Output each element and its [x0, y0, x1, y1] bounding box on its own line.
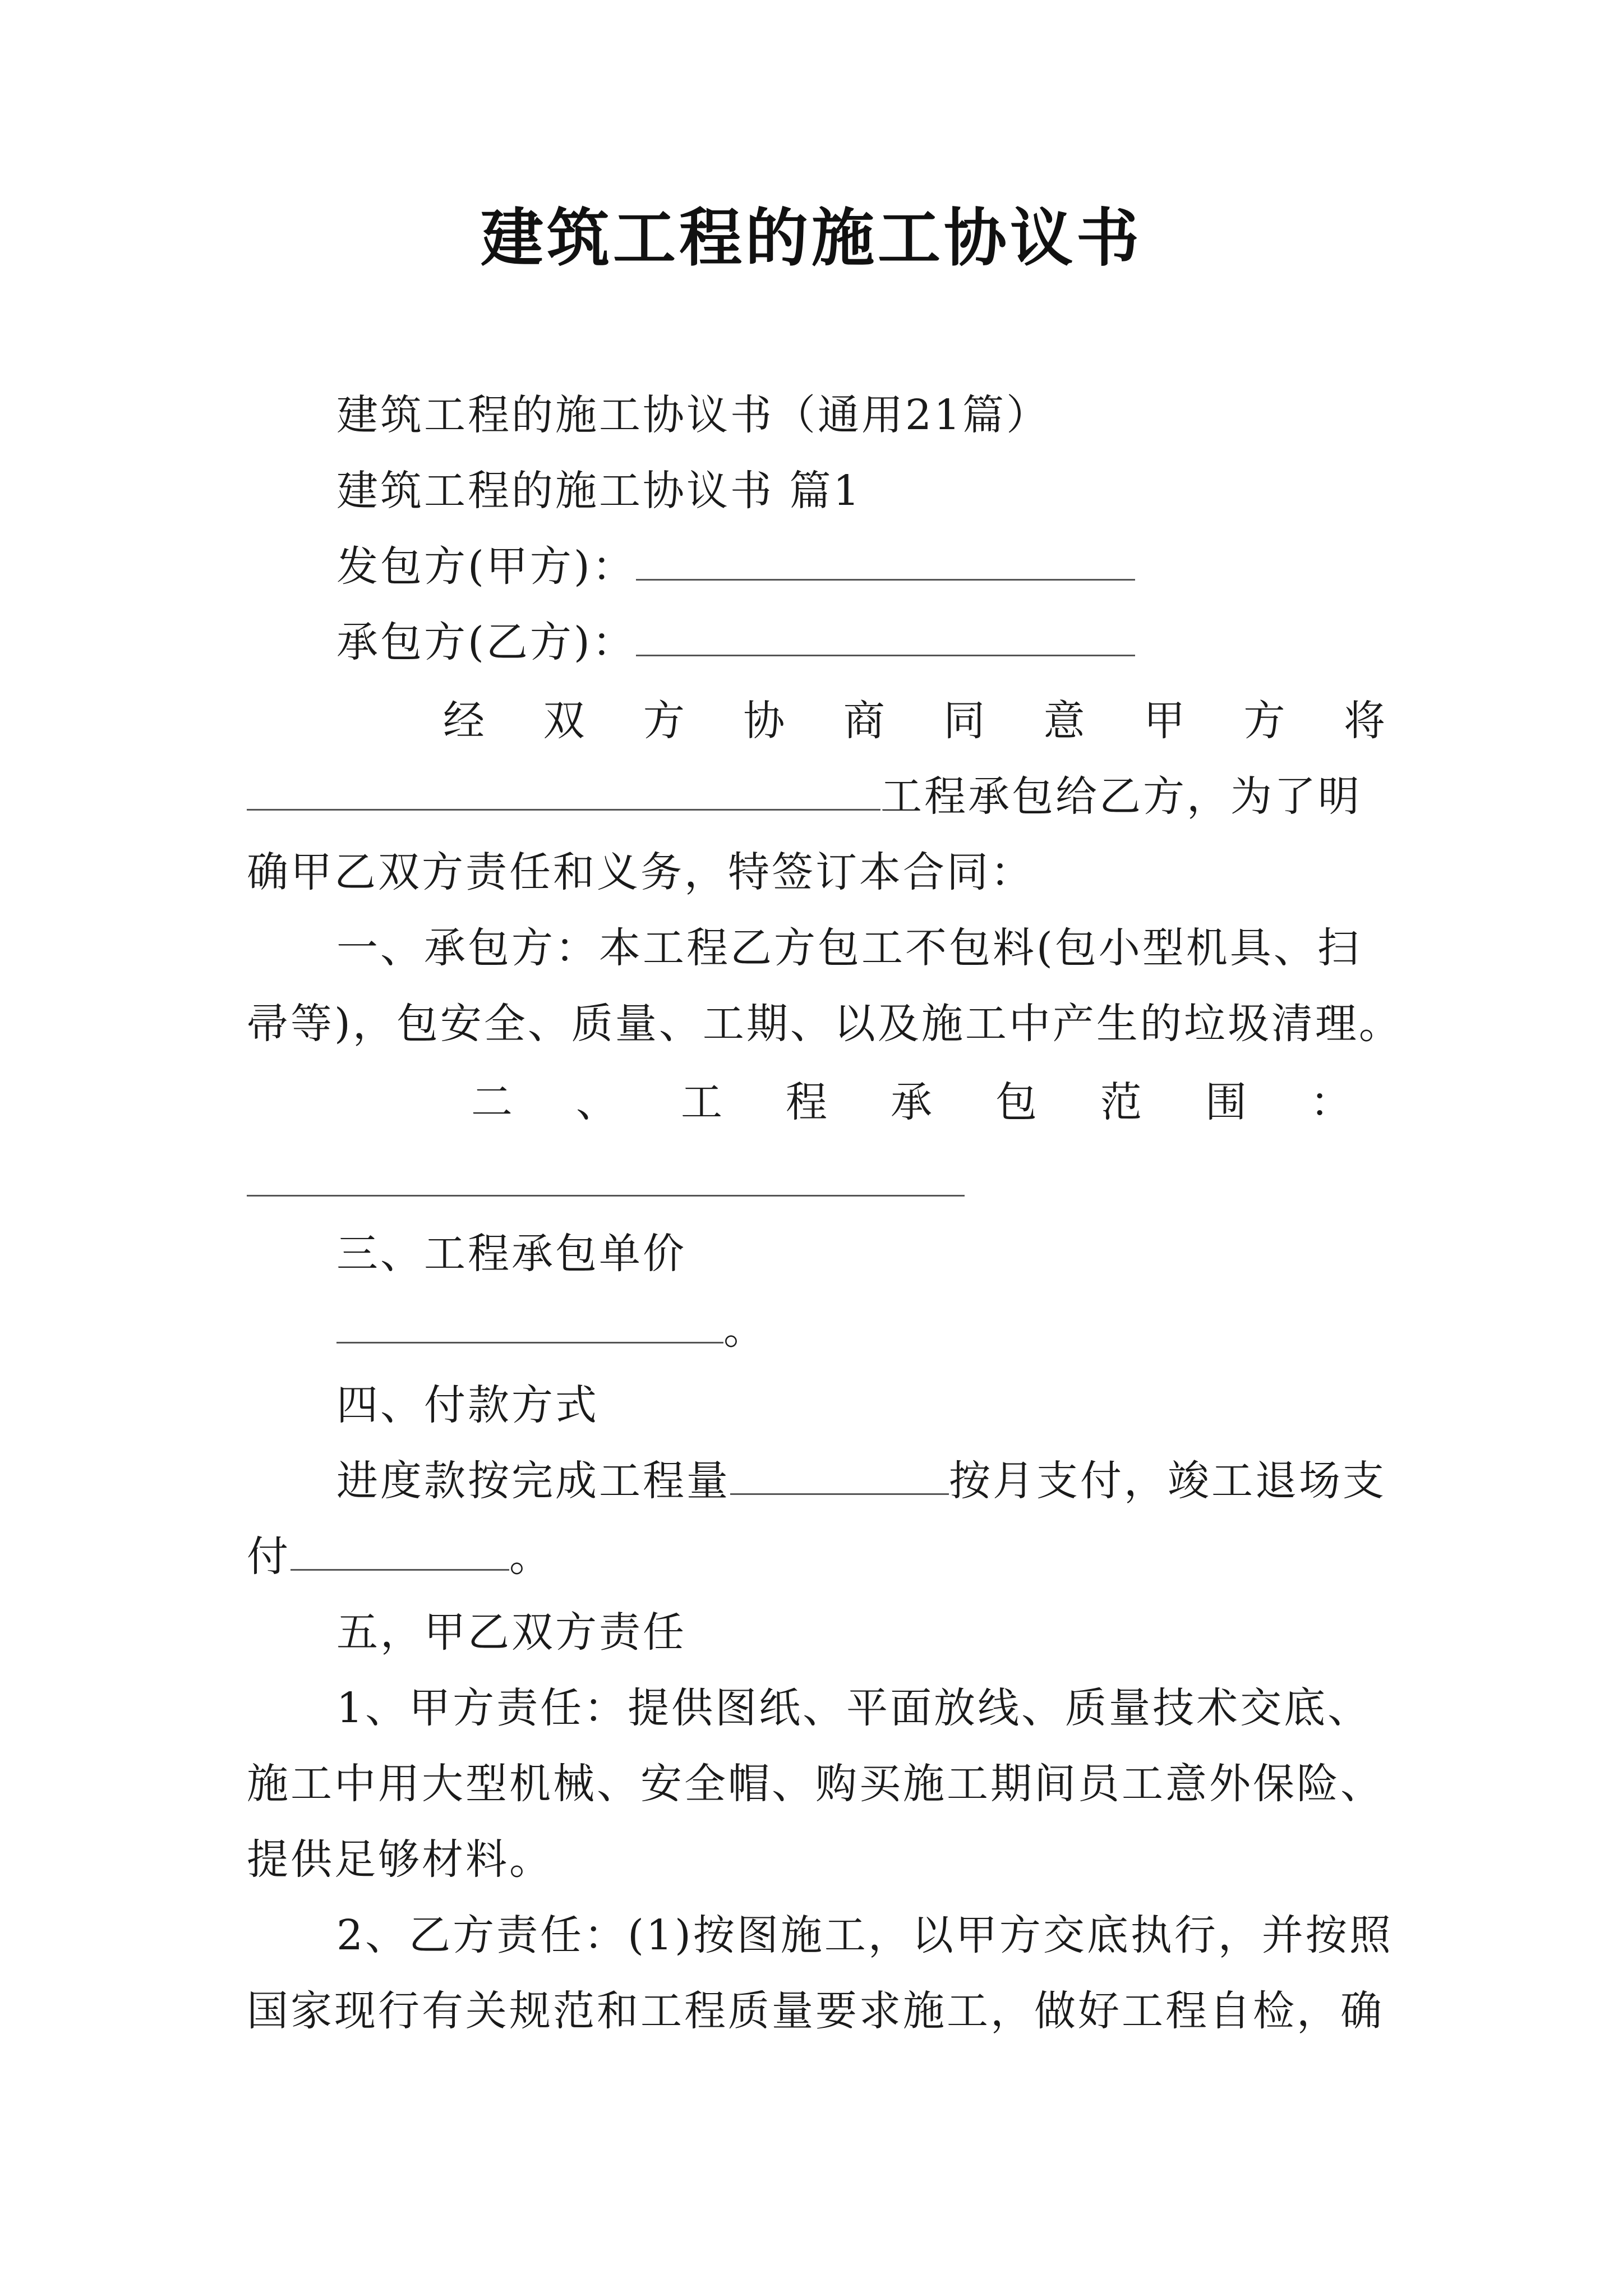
party-b-blank	[636, 621, 1135, 656]
section-heading: 建筑工程的施工协议书 篇1	[336, 467, 862, 515]
intro-char: 方	[643, 697, 685, 745]
payment-text-a: 进度款按完成工程量	[336, 1457, 730, 1505]
progress-payment-blank	[730, 1460, 949, 1495]
party-a-blank	[636, 545, 1135, 581]
intro-char: 方	[1243, 697, 1285, 745]
scope-blank	[247, 1195, 965, 1197]
party-a-duty-line-2: 施工中用大型机械、安全帽、购买施工期间员工意外保险、	[247, 1760, 1384, 1808]
unit-price-period: 。	[723, 1305, 767, 1354]
intro-char: 双	[543, 697, 585, 745]
party-b-line	[336, 614, 1135, 670]
clause-1-line-1: 一、承包方：本工程乙方包工不包料(包小型机具、扫	[336, 924, 1361, 972]
clause-2-char: 、	[576, 1078, 617, 1126]
clause-4-heading: 四、付款方式	[336, 1381, 599, 1429]
clause-2-char: 包	[995, 1078, 1037, 1126]
unit-price-line	[336, 1301, 767, 1358]
payment-text-b: 按月支付，竣工退场支	[949, 1457, 1386, 1505]
clause-2-char: 承	[891, 1078, 932, 1126]
intro-line-1	[443, 693, 1385, 749]
clause-2-line	[471, 1074, 1352, 1130]
document-subtitle: 建筑工程的施工协议书（通用21篇）	[336, 391, 1050, 439]
intro-char: 将	[1343, 697, 1385, 745]
clause-2-char: 范	[1100, 1078, 1142, 1126]
intro-char: 同	[943, 697, 985, 745]
party-a-label: 发包方(甲方)：	[336, 542, 636, 591]
payment-line-1	[336, 1453, 1386, 1509]
final-payment-blank	[291, 1535, 509, 1571]
party-a-duty-line-1: 1、甲方责任：提供图纸、平面放线、质量技术交底、	[336, 1684, 1372, 1732]
intro-char: 协	[743, 697, 785, 745]
clause-2-char: 二	[471, 1078, 513, 1126]
intro-line-3: 确甲乙双方责任和义务，特签订本合同：	[247, 848, 1034, 896]
intro-char: 经	[443, 697, 485, 745]
payment-text-c: 付	[247, 1533, 291, 1581]
intro-char: 甲	[1144, 697, 1186, 745]
party-a-line	[336, 539, 1135, 595]
party-b-duty-line-1: 2、乙方责任：(1)按图施工，以甲方交底执行，并按照	[336, 1911, 1393, 1959]
intro-line-2-text: 工程承包给乙方，为了明	[880, 772, 1362, 821]
party-a-duty-line-3: 提供足够材料。	[247, 1835, 553, 1884]
intro-char: 商	[843, 697, 885, 745]
project-name-blank	[247, 775, 880, 811]
payment-line-2	[247, 1529, 553, 1585]
clause-2-char: 程	[786, 1078, 827, 1126]
intro-char: 意	[1043, 697, 1085, 745]
party-b-label: 承包方(乙方)：	[336, 618, 636, 666]
document-title: 建筑工程的施工协议书	[481, 202, 1142, 275]
clause-3-heading: 三、工程承包单价	[336, 1230, 686, 1278]
clause-1-line-2: 帚等)，包安全、质量、工期、以及施工中产生的垃圾清理。	[247, 1000, 1403, 1048]
clause-2-char: ：	[1310, 1078, 1352, 1126]
payment-text-d: 。	[509, 1533, 553, 1581]
party-b-duty-line-2: 国家现行有关规范和工程质量要求施工，做好工程自检，确	[247, 1987, 1384, 2035]
clause-2-char: 围	[1205, 1078, 1247, 1126]
clause-2-char: 工	[681, 1078, 722, 1126]
unit-price-blank	[336, 1308, 723, 1343]
intro-line-2	[247, 769, 1362, 825]
clause-5-heading: 五，甲乙双方责任	[336, 1608, 686, 1657]
